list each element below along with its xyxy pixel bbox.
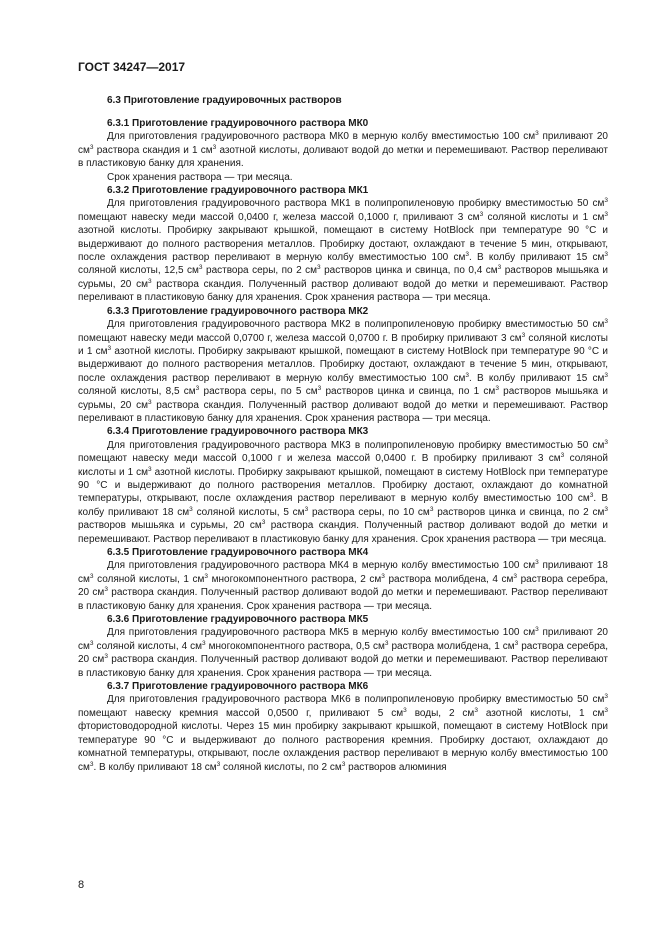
superscript: 3: [465, 251, 469, 259]
superscript: 3: [104, 653, 108, 661]
superscript: 3: [604, 706, 608, 714]
superscript: 3: [560, 452, 565, 460]
superscript: 3: [429, 505, 434, 513]
subsection: [78, 117, 608, 184]
superscript: 3: [147, 398, 152, 406]
superscript: 3: [604, 318, 608, 326]
page-content: [78, 94, 608, 774]
superscript: 3: [495, 385, 499, 393]
superscript: 3: [604, 438, 608, 446]
subsection: [78, 425, 608, 546]
superscript: 3: [381, 572, 385, 580]
superscript: 3: [198, 264, 203, 272]
subsection: [78, 184, 608, 305]
superscript: 3: [148, 465, 152, 473]
superscript: 3: [89, 143, 94, 151]
superscript: 3: [189, 505, 193, 513]
superscript: 3: [316, 264, 321, 272]
subsection-heading: 6.3.1 Приготовление градуировочного раствора МК0: [107, 118, 369, 129]
subsections-list: [78, 117, 608, 774]
subsection-heading: 6.3.6 Приготовление градуировочного раствора МК5: [107, 614, 369, 626]
superscript: 3: [604, 251, 608, 259]
paragraph: Для приготовления градуировочного раствора МК0 в мерную колбу вместимостью 100 $см^3$ приливают 20 $см^3$ раствора скандия и 1 $см^3$ азотной кислоты, доливают водой до метки и перемешивают. Раствор переливают в пластиковую банку для хранения.: [78, 130, 608, 170]
subsection: [78, 680, 608, 774]
document-id: ГОСТ 34247—2017: [78, 60, 186, 74]
subsection-heading: 6.3.4 Приготовление градуировочного раствора МК3: [107, 426, 369, 438]
superscript: 3: [514, 639, 519, 647]
superscript: 3: [384, 639, 389, 647]
superscript: 3: [89, 760, 94, 768]
subsection-heading: 6.3.7 Приготовление градуировочного раствора МК6: [107, 681, 369, 693]
superscript: 3: [521, 331, 526, 339]
superscript: 3: [89, 572, 94, 580]
superscript: 3: [403, 706, 407, 714]
superscript: 3: [479, 210, 484, 218]
superscript: 3: [589, 492, 594, 500]
section-heading: 6.3 Приготовление градуировочных растворов: [107, 95, 342, 106]
paragraph: Для приготовления градуировочного раствора МК6 в полипропиленовую пробирку вместимостью 50 $см^3$ помещают навеску кремния массой 0,0500 г, приливают 5 $см^3$ воды, 2 $см^3$ азотной кислоты, 1 $см^3$ фтористоводородной кислоты. Через 15 мин пробирку закрывают крышкой, помещают в систему HotBlock при температуре 90 °С и выдерживают до полного растворения кремния. Пробирку достают, охлаждают до комнатной температуры, открывают, после охлаждения раствор переливают в мерную колбу вместимостью 100 $см^3$. В колбу приливают 18 $см^3$ соляной кислоты, по 2 $см^3$ растворов алюминия: [78, 693, 608, 773]
subsection: [78, 613, 608, 680]
superscript: 3: [604, 505, 608, 513]
superscript: 3: [604, 693, 608, 701]
paragraph: Для приготовления градуировочного раствора МК4 в мерную колбу вместимостью 100 $см^3$ приливают 18 $см^3$ соляной кислоты, 1 $см^3$ многокомпонентного раствора, 2 $см^3$ раствора молибдена, 4 $см^3$ раствора серебра, 20 $см^3$ раствора скандия. Полученный раствор доливают водой до метки и перемешивают. Раствор переливают в пластиковую банку для хранения. Срок хранения раствора — три месяца.: [78, 559, 608, 612]
paragraph: Срок хранения раствора — три месяца.: [107, 171, 293, 183]
superscript: 3: [204, 572, 209, 580]
paragraph: Для приготовления градуировочного раствора МК1 в полипропиленовую пробирку вместимостью 50 $см^3$ помещают навеску меди массой 0,0400 г, железа массой 0,1000 г, приливают 3 $см^3$ соляной кислоты и 1 $см^3$ азотной кислоты. Пробирку закрывают крышкой, помещают в систему HotBlock при температуре 90 °С и выдерживают до полного растворения металлов. Пробирку достают, охлаждают в течение 5 мин, открывают, после охлаждения раствор переливают в мерную колбу вместимостью 100 $см^3$. В колбу приливают 15 $см^3$ соляной кислоты, 12,5 $см^3$ раствора серы, по 2 $см^3$ растворов цинка и свинца, по 0,4 $см^3$ растворов мышьяка и сурьмы, 20 $см^3$ раствора скандия. Полученный раствор доливают водой до метки и перемешивают. Раствор переливают в пластиковую банку для хранения. Срок хранения раствора — три месяца.: [78, 197, 609, 304]
subsection: [78, 546, 608, 613]
superscript: 3: [535, 626, 539, 634]
superscript: 3: [202, 639, 206, 647]
superscript: 3: [341, 760, 346, 768]
superscript: 3: [465, 371, 469, 379]
superscript: 3: [89, 639, 94, 647]
paragraph: Для приготовления градуировочного раствора МК5 в мерную колбу вместимостью 100 $см^3$ приливают 20 $см^3$ соляной кислоты, 4 $см^3$ многокомпонентного раствора, 0,5 $см^3$ раствора молибдена, 1 $см^3$ раствора серебра, 20 $см^3$ раствора скандия. Полученный раствор доливают водой до метки и перемешивают. Раствор переливают в пластиковую банку для хранения. Срок хранения раствора — три месяца.: [78, 626, 608, 679]
superscript: 3: [535, 559, 539, 567]
subsection: [78, 305, 608, 426]
subsection-heading: 6.3.5 Приготовление градуировочного раствора МК4: [107, 547, 369, 558]
superscript: 3: [604, 371, 608, 379]
paragraph: Для приготовления градуировочного раствора МК2 в полипропиленовую пробирку вместимостью 50 $см^3$ помещают навеску меди массой 0,0700 г, железа массой 0,0700 г. В пробирку приливают 3 $см^3$ соляной кислоты и 1 $см^3$ азотной кислоты. Пробирку закрывают крышкой, помещают в систему HotBlock при температуре 90 °С и выдерживают до полного растворения металлов. Пробирку достают, охлаждают в течение 5 мин, открывают, после охлаждения раствор переливают в мерную колбу вместимостью 100 $см^3$. В колбу приливают 15 $см^3$ соляной кислоты, 8,5 $см^3$ раствора серы, по 5 $см^3$ растворов цинка и свинца, по 1 $см^3$ растворов мышьяка и сурьмы, 20 $см^3$ раствора скандия. Полученный раствор доливают водой до метки и перемешивают. Раствор переливают в пластиковую банку для хранения. Срок хранения раствора — три месяца.: [78, 318, 609, 424]
superscript: 3: [304, 505, 309, 513]
superscript: 3: [195, 385, 200, 393]
subsection-heading: 6.3.2 Приготовление градуировочного раствора МК1: [107, 185, 369, 197]
superscript: 3: [216, 760, 221, 768]
superscript: 3: [604, 197, 608, 205]
superscript: 3: [317, 385, 322, 393]
subsection-heading: 6.3.3 Приготовление градуировочного раствора МК2: [107, 305, 369, 317]
superscript: 3: [107, 344, 112, 352]
paragraph: Для приготовления градуировочного раствора МК3 в полипропиленовую пробирку вместимостью 50 $см^3$ помещают навеску меди массой 0,1000 г и железа массой 0,0400 г. В пробирку приливают 3 $см^3$ соляной кислоты и 1 $см^3$ азотной кислоты. Пробирку закрывают крышкой, помещают в систему HotBlock при температуре 90 °С и выдерживают до полного растворения металлов. Пробирку достают, охлаждают до комнатной температуры, открывают, после охлаждения раствор переливают в мерную колбу вместимостью 100 $см^3$. В колбу приливают 18 $см^3$ соляной кислоты, 5 $см^3$ раствора серы, по 10 $см^3$ растворов цинка и свинца, по 2 $см^3$ растворов мышьяка и сурьмы, 20 $см^3$ раствора скандия. Полученный раствор доливают водой до метки и перемешивают. Раствор переливают в пластиковую банку для хранения. Срок хранения раствора — три месяца.: [78, 438, 608, 545]
superscript: 3: [604, 210, 608, 218]
superscript: 3: [147, 277, 152, 285]
superscript: 3: [513, 572, 518, 580]
superscript: 3: [212, 143, 217, 151]
page-number: 8: [78, 879, 85, 891]
superscript: 3: [497, 264, 502, 272]
superscript: 3: [261, 519, 266, 527]
superscript: 3: [474, 706, 478, 714]
superscript: 3: [104, 586, 108, 594]
superscript: 3: [535, 130, 539, 138]
